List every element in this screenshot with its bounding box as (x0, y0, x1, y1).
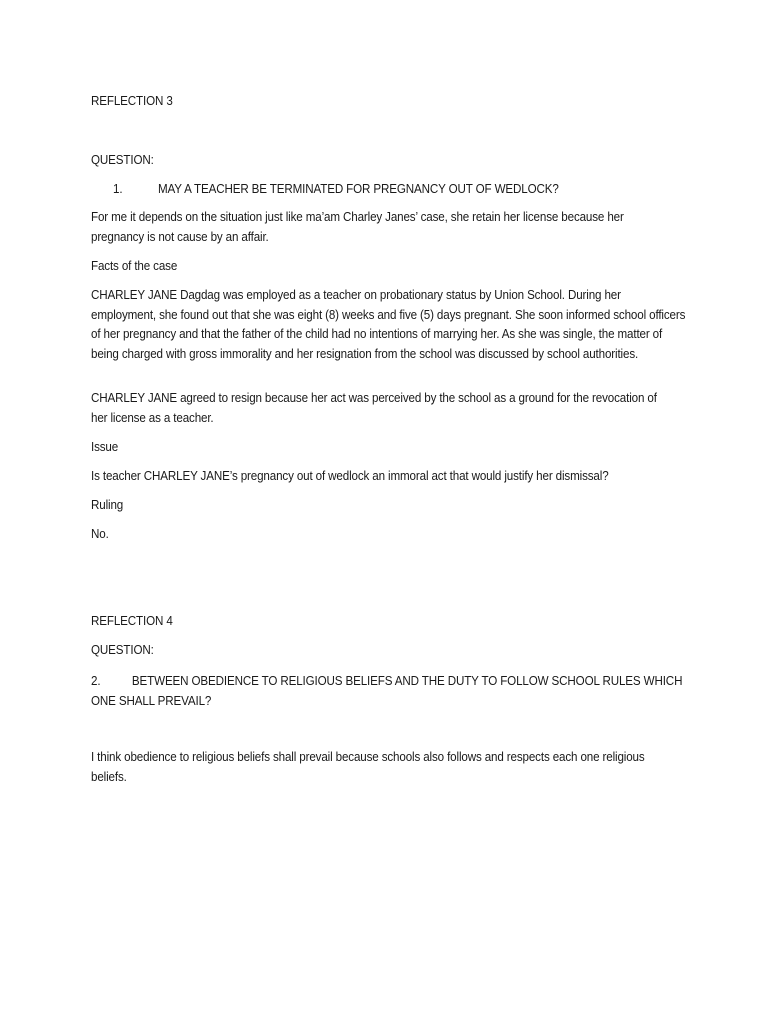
question-1-text: MAY A TEACHER BE TERMINATED FOR PREGNANCY OUT OF WEDLOCK? (158, 182, 559, 196)
facts-paragraph-1: CHARLEY JANE Dagdag was employed as a teacher on probationary status by Union School. During her employment, she found out that she was eight (8) weeks and five (5) days pregnant. She soon informed school officers of her pregnancy and that the father of the child had no intentions of marrying her. As she was single, the matter of being charged with gross immorality and her resignation from the school was discussed by school authorities. (91, 288, 686, 361)
issue-label: Issue (91, 440, 119, 454)
ruling-label: Ruling (91, 498, 124, 512)
question-1-number: 1. (113, 182, 123, 196)
reflection-4-heading: REFLECTION 4 (91, 614, 173, 628)
facts-label: Facts of the case (91, 259, 178, 273)
reflection-4-question-label: QUESTION: (91, 643, 154, 657)
question-2-number: 2. (91, 674, 101, 688)
reflection-3-answer: For me it depends on the situation just like ma’am Charley Janes’ case, she retain her license because her pregnancy is not cause by an affair. (91, 210, 624, 244)
reflection-3-question-label: QUESTION: (91, 153, 154, 167)
facts-paragraph-2: CHARLEY JANE agreed to resign because her act was perceived by the school as a ground for the revocation of her license as a teacher. (91, 391, 657, 425)
reflection-3-heading: REFLECTION 3 (91, 94, 173, 108)
question-2-text: BETWEEN OBEDIENCE TO RELIGIOUS BELIEFS AND THE DUTY TO FOLLOW SCHOOL RULES WHICH ONE SHALL PREVAIL? (91, 674, 683, 708)
reflection-4-answer: I think obedience to religious beliefs shall prevail because schools also follows and respects each one religious beliefs. (91, 750, 645, 784)
ruling-text: No. (91, 527, 109, 541)
issue-text: Is teacher CHARLEY JANE’s pregnancy out of wedlock an immoral act that would justify her dismissal? (91, 469, 609, 483)
